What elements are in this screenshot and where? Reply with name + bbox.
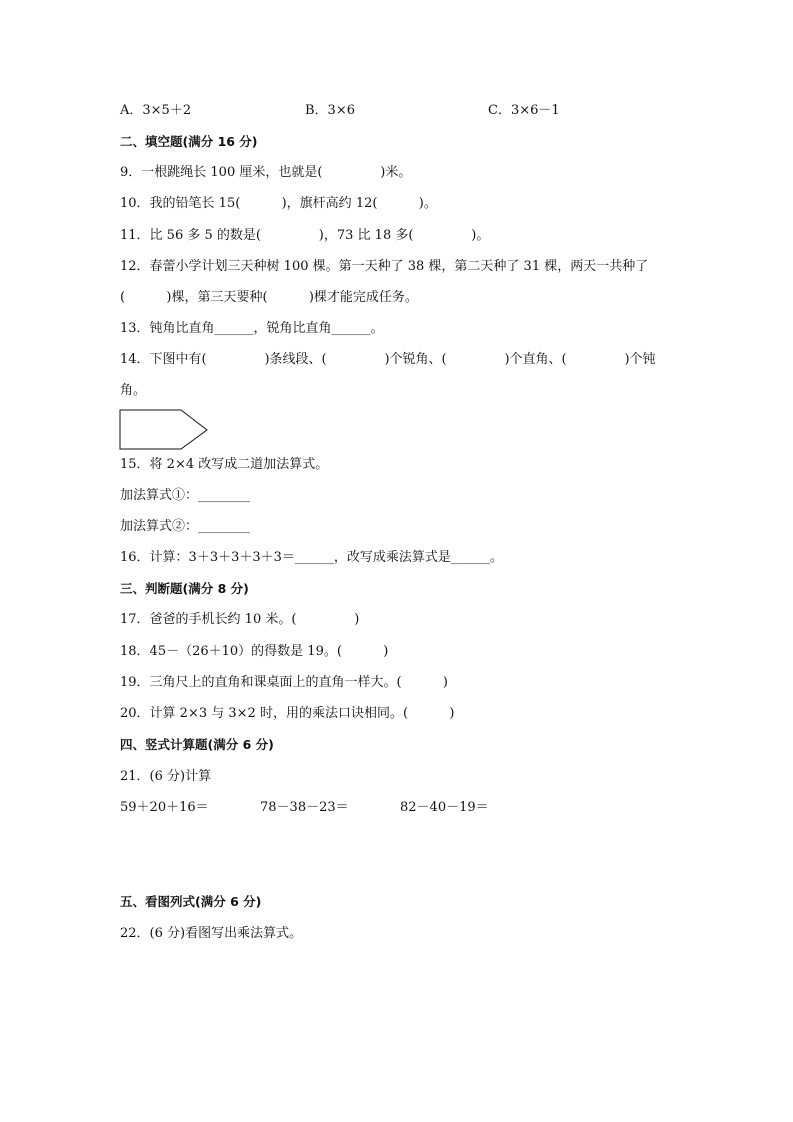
option-b: B．3×6 — [305, 103, 355, 118]
question-15-addition-2: 加法算式②：________ — [120, 519, 251, 534]
question-19: 19．三角尺上的直角和课桌面上的直角一样大。( ) — [120, 675, 449, 690]
question-21: 21．(6 分)计算 — [120, 769, 212, 784]
question-12-line1: 12．春蕾小学计划三天种树 100 棵。第一天种了 38 棵，第二天种了 31 棵，两天一共种了 — [120, 259, 649, 274]
section-heading-picture-equation: 五、看图列式(满分 6 分) — [120, 894, 262, 909]
question-11: 11．比 56 多 5 的数是( )，73 比 18 多( )。 — [120, 228, 490, 243]
pentagon-figure — [119, 409, 211, 451]
question-22: 22．(6 分)看图写出乘法算式。 — [120, 926, 303, 941]
question-14-line2: 角。 — [120, 383, 147, 398]
calc-2: 78－38－23＝ — [260, 800, 349, 815]
question-10: 10．我的铅笔长 15( )，旗杆高约 12( )。 — [120, 196, 437, 211]
question-20: 20．计算 2×3 与 3×2 时，用的乘法口诀相同。( ) — [120, 706, 455, 721]
section-heading-vertical-calc: 四、竖式计算题(满分 6 分) — [120, 737, 274, 752]
question-15-addition-1: 加法算式①：________ — [120, 488, 251, 503]
question-16: 16．计算：3＋3＋3＋3＋3＝______，改写成乘法算式是______。 — [120, 550, 503, 565]
section-heading-true-false: 三、判断题(满分 8 分) — [120, 581, 249, 596]
section-heading-fill-in: 二、填空题(满分 16 分) — [120, 134, 258, 149]
question-18: 18．45－（26＋10）的得数是 19。( ) — [120, 644, 389, 659]
calc-1: 59＋20＋16＝ — [120, 800, 209, 815]
calc-3: 82－40－19＝ — [400, 800, 489, 815]
option-a: A．3×5＋2 — [120, 103, 192, 118]
question-17: 17．爸爸的手机长约 10 米。( ) — [120, 612, 360, 627]
question-9: 9．一根跳绳长 100 厘米，也就是( )米。 — [120, 165, 412, 180]
question-13: 13．钝角比直角______，锐角比直角______。 — [120, 321, 384, 336]
question-15: 15．将 2×4 改写成二道加法算式。 — [120, 457, 329, 472]
option-c: C．3×6－1 — [488, 103, 560, 118]
question-14-line1: 14．下图中有( )条线段、( )个锐角、( )个直角、( )个钝 — [120, 352, 656, 367]
question-12-line2: ( )棵，第三天要种( )棵才能完成任务。 — [120, 290, 418, 305]
